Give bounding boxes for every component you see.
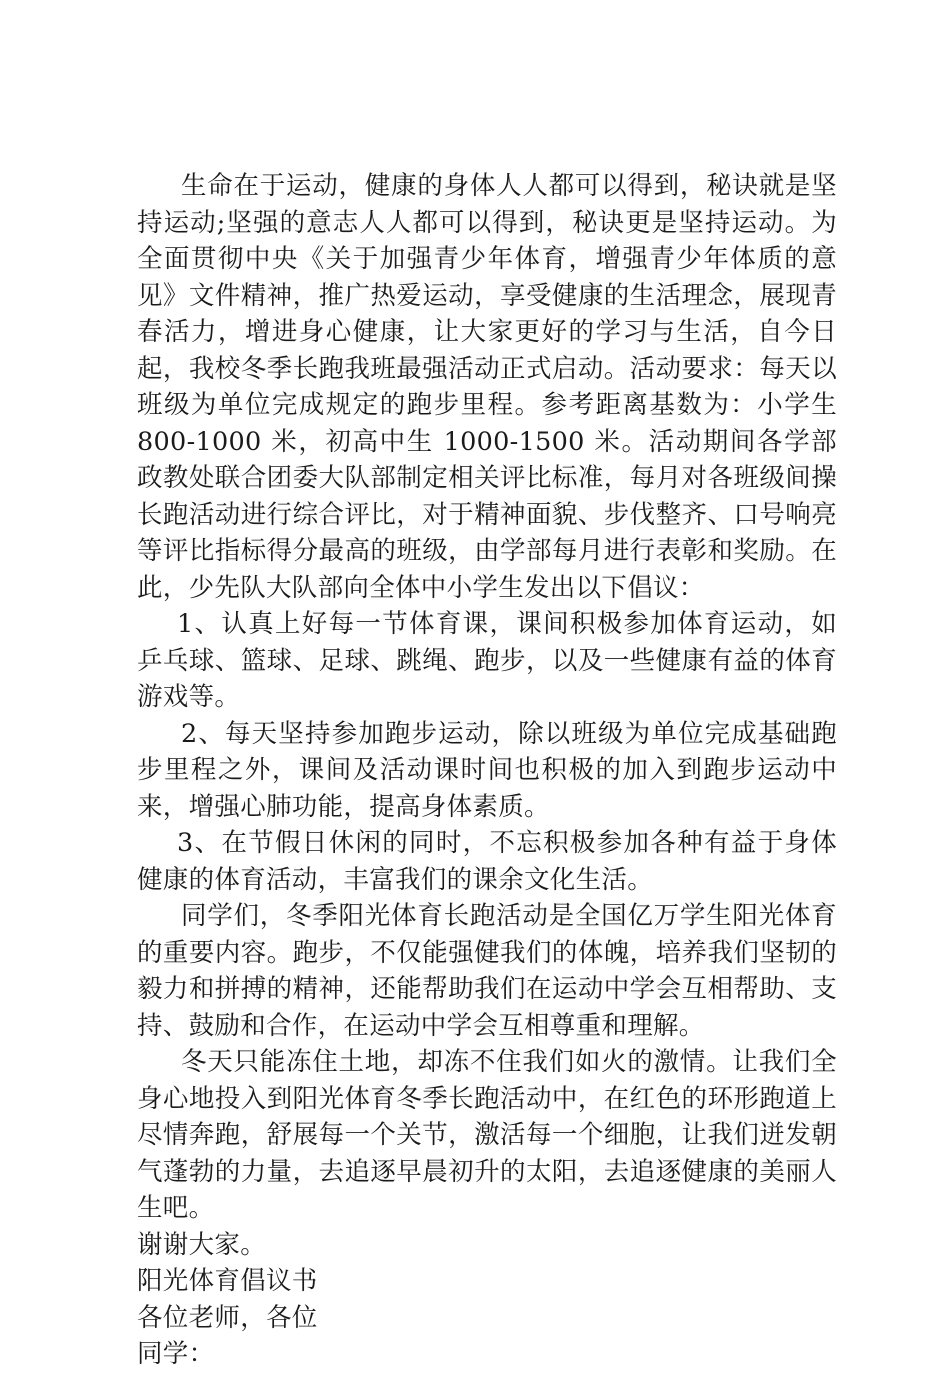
closing-salutation-cont: 同学： bbox=[137, 1339, 215, 1369]
closing-salutation: 各位老师，各位 bbox=[137, 1302, 318, 1333]
proposal-item-2: 2、每天坚持参加跑步运动，除以班级为单位完成基础跑步里程之外，课间及活动课时间也积极的加入到跑步运动中来，增强心肺功能，提高身体素质。 bbox=[137, 718, 837, 822]
call-to-action-paragraph: 冬天只能冻住土地，却冻不住我们如火的激情。让我们全身心地投入到阳光体育冬季长跑活动中，在红色的环形跑道上尽情奔跑，舒展每一个关节，激活每一个细胞，让我们迸发朝气蓬勃的力量，去追逐早晨初升的太阳，去追逐健康的美丽人生吧。 bbox=[137, 1047, 837, 1223]
proposal-item-1: 1、认真上好每一节体育课，课间积极参加体育运动，如乒乓球、篮球、足球、跳绳、跑步，以及一些健康有益的体育游戏等。 bbox=[137, 609, 837, 712]
appeal-paragraph: 同学们，冬季阳光体育长跑活动是全国亿万学生阳光体育的重要内容。跑步，不仅能强健我们的体魄，培养我们坚韧的毅力和拼搏的精神，还能帮助我们在运动中学会互相帮助、支持、鼓励和合作，在运动中学会互相尊重和理解。 bbox=[137, 901, 837, 1041]
proposal-item-3: 3、在节假日休闲的同时，不忘积极参加各种有益于身体健康的体育活动，丰富我们的课余文化生活。 bbox=[137, 828, 837, 895]
closing-thanks: 谢谢大家。 bbox=[137, 1229, 267, 1260]
document-body bbox=[137, 168, 837, 1373]
intro-paragraph: 生命在于运动，健康的身体人人都可以得到，秘诀就是坚持运动;坚强的意志人人都可以得到，秘诀更是坚持运动。为全面贯彻中央《关于加强青少年体育，增强青少年体质的意见》文件精神，推广热爱运动，享受健康的生活理念，展现青春活力，增进身心健康，让大家更好的学习与生活，自今日起，我校冬季长跑我班最强活动正式启动。活动要求：每天以班级为单位完成规定的跑步里程。参考距离基数为：小学生 800-1000 米，初高中生 1000-1500 米。活动期间各学部政教处联合团委大队部制定相关评比标准，每月对各班级间操长跑活动进行综合评比，对于精神面貌、步伐整齐、口号响亮等评比指标得分最高的班级，由学部每月进行表彰和奖励。在此，少先队大队部向全体中小学生发出以下倡议： bbox=[137, 171, 837, 603]
closing-title: 阳光体育倡议书 bbox=[137, 1266, 318, 1296]
